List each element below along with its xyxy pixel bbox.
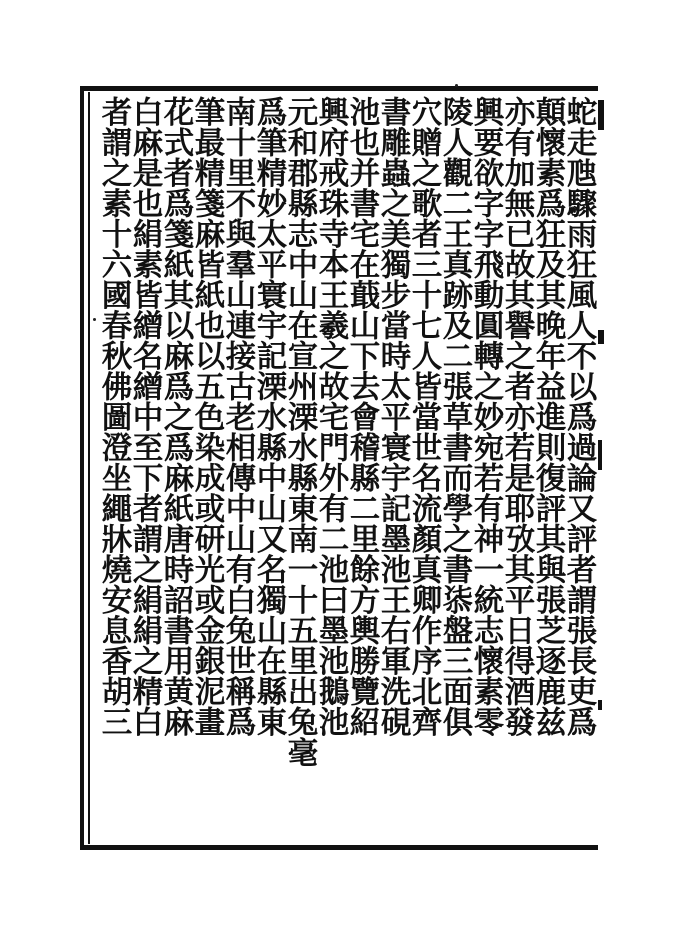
inner-border-rule — [88, 92, 90, 844]
column-text: 者謂之素十六國春秋佛圖澄坐繩牀燒安息香胡三 — [96, 96, 132, 737]
column-text: 書雕蟲之美獨步當時太平寰宇記墨池王右軍洗硯 — [375, 96, 411, 737]
margin-mark — [598, 440, 602, 470]
column-text: 白麻是也絹素皆繒名繒中至下者謂之絹絹之精白 — [127, 96, 163, 737]
margin-mark — [598, 100, 604, 130]
column-text: 花式者爲箋紙其以麻爲之爲麻紙唐時詔書用黄麻 — [158, 96, 194, 737]
column-text: 顛懷素爲狂及其晚年益進則復評其與張芝逐鹿兹 — [530, 96, 566, 737]
ink-speck — [93, 318, 96, 321]
column-text: 興府戒珠寺本王羲之故宅門外有二池曰墨池鵝池 — [313, 96, 349, 737]
column-text: 池也并書宅在蕺山下去會稽縣二里餘方輿勝覽紹 — [344, 96, 380, 737]
column-text: 興要欲字字飛動圓轉之妙宛若有神一統志懷素零 — [468, 96, 504, 737]
column-text: 爲筆精妙太平寰宇記溧水縣中山又名獨山在縣東 — [251, 96, 287, 737]
column-text: 蛇走虺驟雨狂風人不以爲過論又評者謂張長吏爲 — [561, 96, 597, 737]
margin-mark — [598, 330, 604, 344]
column-text: 陵人觀二王真跡及二張草書而學之書㓒盤三面俱 — [437, 96, 473, 737]
text-column — [94, 96, 134, 838]
margin-mark — [598, 700, 602, 710]
column-text: 元和郡縣志中山在宣州溧水縣東南一十五里出兔毫 — [282, 96, 318, 767]
text-block — [94, 96, 597, 838]
column-text: 亦有加無已故其譽之者亦若是耶攷其平日得酒發 — [499, 96, 535, 737]
column-text: 穴贈之歌者三十七人皆當世名流顏真卿作序北齊 — [406, 96, 442, 737]
column-text: 筆最精箋麻皆紙也以五色染成或研光或金銀泥畫 — [189, 96, 225, 737]
column-text: 南十里不與羣山連接古老相傳中山有白兔世稱爲 — [220, 96, 256, 737]
ink-speck — [455, 84, 458, 87]
